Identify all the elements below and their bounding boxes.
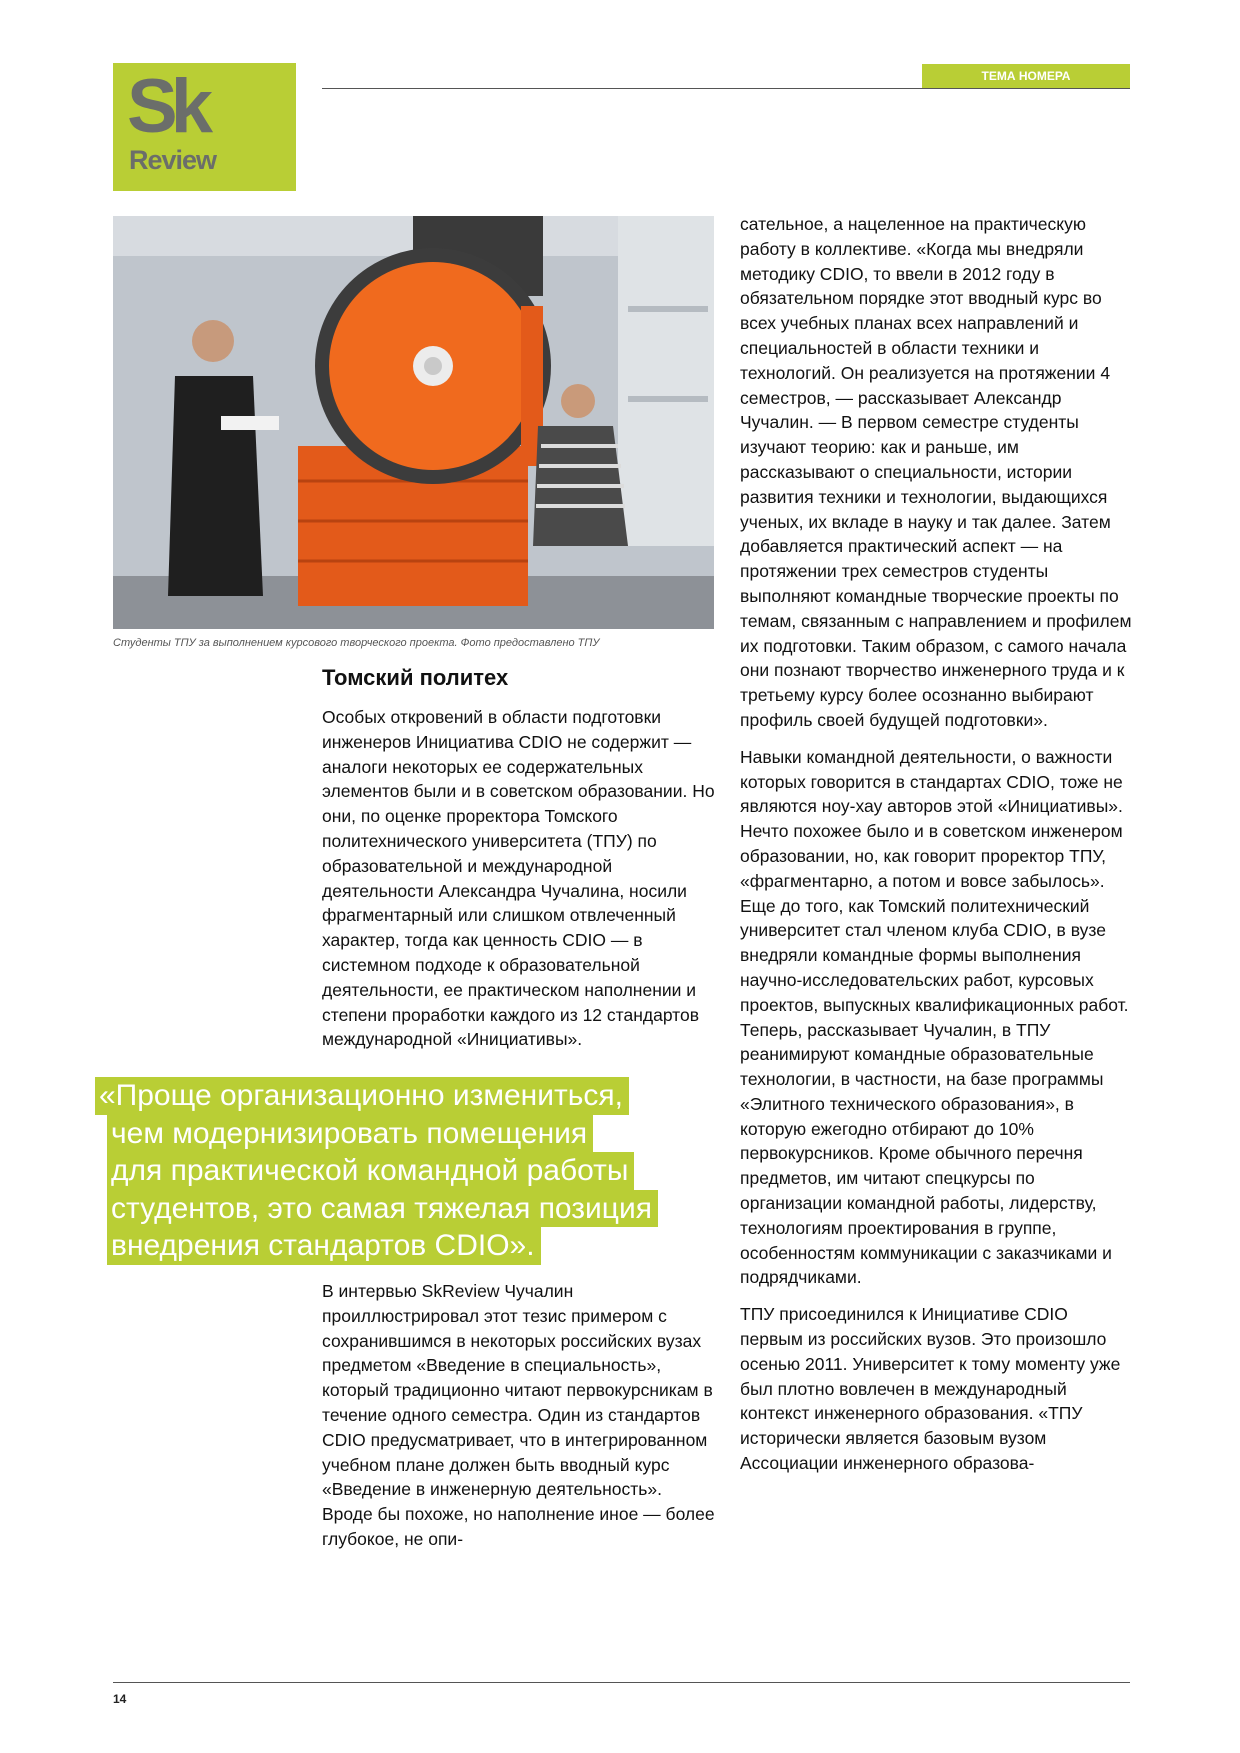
paragraph: ТПУ присоединился к Инициативе CDIO первым из российских вузов. Это произошло осенью 2011. Университет к тому моменту уже был плотно вовлечен в международный контекст инженерного образования. «ТПУ исторически является базовым вузом Ассоциации инженерного образова-: [740, 1304, 1121, 1474]
pull-quote-line: для практической командной работы: [107, 1152, 634, 1190]
lab-photo: [113, 216, 714, 629]
paragraph: сательное, а нацеленное на практическую работу в коллективе. «Когда мы внедряли методику CDIO, то ввели в 2012 году в обязательном порядке этот вводный курс во всех учебных планах всех направлений и специальностей в области техники и технологий. Он реализуется на протяжении 4 семестров, — рассказывает Александр Чучалин. — В первом семестре студенты изучают теорию: как и раньше, им рассказывают о специальности, истории развития техники и технологии, выдающихся ученых, их вкладе в науку и так далее. Затем добавляется практический аспект — на протяжении трех семестров студенты выполняют командные творческие проекты по темам, связанным с направлением и профилем их подготовки. Таким образом, с самого начала они познают творчество инженерного труда и к третьему курсу более осознанно выбирают профиль своей будущей подготовки».: [740, 214, 1132, 730]
sk-review-logo: [113, 63, 296, 191]
header-rule: [322, 88, 1130, 89]
pull-quote-line: чем модернизировать помещения: [107, 1115, 593, 1153]
page-number: 14: [113, 1692, 127, 1706]
right-column: [740, 212, 1132, 1476]
section-heading: Томский политех: [322, 665, 509, 690]
paragraph: Особых откровений в области подготовки инженеров Инициатива CDIO не содержит — аналоги некоторых ее содержательных элементов были и в советском образовании. Но они, по оценке проректора Томского политехнического университета (ТПУ) по образовательной и международной деятельности Александра Чучалина, носили фрагментарный или слишком отвлеченный характер, тогда как ценность CDIO — в системном подходе к образовательной деятельности, ее практическом наполнении и степени проработки каждого из 12 стандартов международной «Инициативы».: [322, 707, 715, 1050]
lab-photo-illustration: [113, 216, 714, 629]
pull-quote-line: внедрения стандартов CDIO».: [107, 1227, 541, 1265]
left-column-top: [322, 705, 717, 1052]
logo-review-text: Review: [129, 145, 217, 175]
pull-quote-line: студентов, это самая тяжелая позиция: [107, 1190, 658, 1228]
section-tag: ТЕМА НОМЕРА: [922, 64, 1130, 88]
photo-caption: Студенты ТПУ за выполнением курсового творческого проекта. Фото предоставлено ТПУ: [113, 637, 600, 649]
pull-quote-line: «Проще организационно измениться,: [95, 1077, 629, 1115]
logo-sk-text: Sk: [127, 64, 206, 149]
paragraph: Навыки командной деятельности, о важности которых говорится в стандартах CDIO, тоже не являются ноу-хау авторов этой «Инициативы». Нечто похожее было и в советском инженером образовании, но, как говорит проректор ТПУ, «фрагментарно, а потом и вовсе забылось». Еще до того, как Томский политехнический университет стал членом клуба CDIO, в вузе внедряли командные формы выполнения научно-исследовательских работ, курсовых проектов, выпускных квалификационных работ. Теперь, рассказывает Чучалин, в ТПУ реанимируют командные образовательные технологии, в частности, на базе программы «Элитного технического образования», в которую ежегодно отбирают до 10% первокурсников. Кроме обычного перечня предметов, им читают спецкурсы по организации командной работы, лидерству, технологиям проектирования в группе, особенностям коммуникации с заказчиками и подрядчиками.: [740, 746, 1129, 1288]
left-column-bottom: [322, 1279, 717, 1552]
paragraph: В интервью SkReview Чучалин проиллюстрировал этот тезис примером с сохранившимся в некоторых российских вузах предметом «Введение в специальность», который традиционно читают первокурсникам в течение одного семестра. Один из стандартов CDIO предусматривает, что в интегрированном учебном плане должен быть вводный курс «Введение в инженерную деятельность». Вроде бы похоже, но наполнение иное — более глубокое, не опи-: [322, 1281, 715, 1549]
footer-rule: [113, 1682, 1130, 1683]
pull-quote: [95, 1077, 715, 1265]
